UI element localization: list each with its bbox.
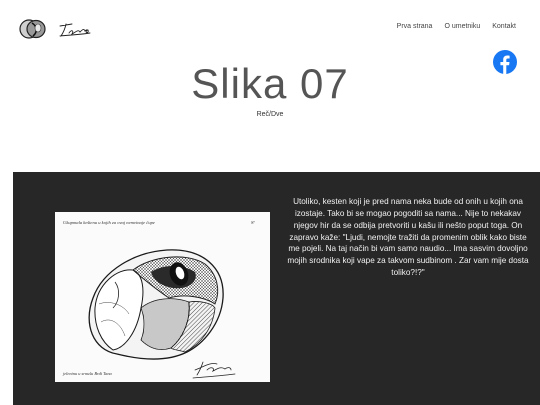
site-header [0,0,540,60]
nav-link-contact[interactable]: Kontakt [492,23,516,30]
artwork-drawing[interactable] [55,212,270,382]
page-title: Slika 07 [191,60,349,107]
drawing-top-caption: Ukupmala keštenu u kojih za ovaj nemvinaje čupe [63,220,155,225]
page-subtitle: Reč/Dve [256,111,284,118]
artwork-panel [13,172,540,405]
main-nav [397,23,516,30]
nav-link-home[interactable]: Prva strana [396,23,433,30]
artwork-description: Utoliko, kesten koji je pred nama neka bude od onih u kojih ona izostaje. Tako bi se mogao pogoditi sa nama... Nije to nekakav njegov hir da se odbija pretvoriti u kašu ili nešto poput toga. On zapravo kaže: "Ljudi, nemojte tražiti da promenim oblik kako biste me pojeli. Na taj način bi vam samo naudio... Ima sasvim dovoljno mojih srodnika koji vape za takvom sudbinom . Zar vam mije dosta toliko?!?" [287,197,529,277]
nav-link-about-artist[interactable]: O umetniku [444,23,481,30]
signature-logo[interactable] [58,20,92,38]
drawing-bottom-caption: jeleninu u srnušu Brdi Tana [63,371,112,376]
svg-text:Sº: Sº [251,220,255,225]
logo-icon[interactable] [19,18,47,40]
